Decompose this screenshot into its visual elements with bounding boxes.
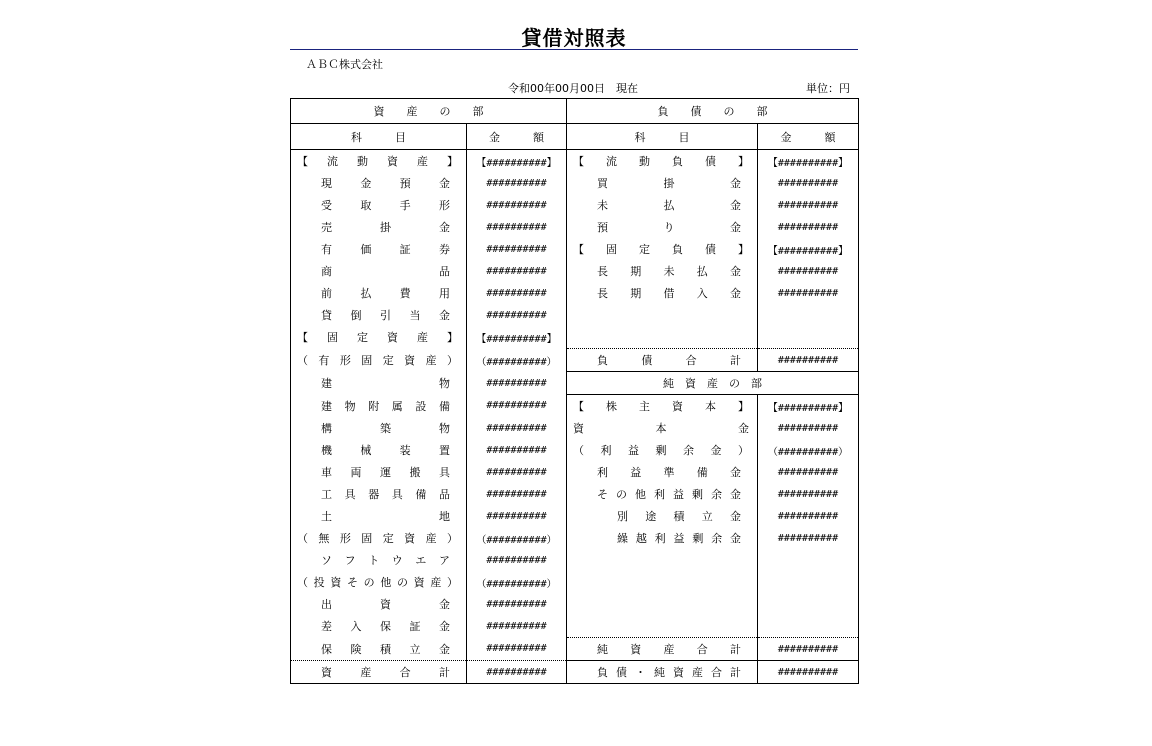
subject-cell — [291, 216, 467, 238]
empty-cell — [567, 326, 758, 349]
empty-cell — [567, 571, 758, 593]
subject-cell — [567, 216, 758, 238]
subject-cell — [567, 349, 758, 372]
subject-label: 土地 — [321, 510, 450, 523]
table-row — [291, 172, 859, 194]
table-row — [291, 417, 859, 439]
subject-cell — [567, 282, 758, 304]
table-row — [291, 593, 859, 615]
amount-cell: ########## — [467, 260, 567, 282]
amount-cell: ########## — [467, 372, 567, 395]
subject-label: 貸倒引当金 — [321, 309, 450, 322]
subject-cell — [291, 483, 467, 505]
subject-label: 繰越利益剰余金 — [617, 532, 741, 545]
subject-label: 資本金 — [573, 422, 749, 435]
amount-cell: ########## — [758, 417, 859, 439]
subject-label: 未払金 — [597, 199, 741, 212]
amount-cell: （##########） — [467, 571, 567, 593]
subject-label: 有価証券 — [321, 243, 450, 256]
table-row — [291, 194, 859, 216]
subject-label: 【流動資産】 — [297, 155, 458, 168]
amount-cell: ########## — [467, 417, 567, 439]
table-row — [291, 216, 859, 238]
subject-label: 売掛金 — [321, 221, 450, 234]
empty-cell — [567, 615, 758, 638]
table-row — [291, 395, 859, 418]
table-row — [291, 483, 859, 505]
subject-label: 【固定資産】 — [297, 331, 458, 345]
subject-label: 建物 — [321, 377, 450, 390]
subject-label: 受取手形 — [321, 199, 450, 212]
amount-cell: （##########） — [467, 527, 567, 549]
subject-cell — [291, 661, 467, 684]
amount-cell: ########## — [467, 549, 567, 571]
subject-label: 現金預金 — [321, 177, 450, 190]
subject-label: 【流動負債】 — [573, 155, 749, 168]
subject-cell — [567, 661, 758, 684]
column-header-row — [291, 124, 859, 150]
amount-cell: 【##########】 — [758, 395, 859, 418]
amount-cell: ########## — [467, 194, 567, 216]
subject-label: 買掛金 — [597, 177, 741, 190]
liabilities-section-header: 負 債 の 部 — [567, 99, 859, 124]
subject-cell — [567, 461, 758, 483]
subject-label: 保険積立金 — [321, 642, 450, 656]
amount-cell: ########## — [758, 260, 859, 282]
subject-label: 長期未払金 — [597, 265, 741, 278]
subject-cell — [291, 505, 467, 527]
table-row — [291, 505, 859, 527]
amount-cell: ########## — [758, 483, 859, 505]
amount-cell: ########## — [467, 216, 567, 238]
table-row — [291, 150, 859, 173]
subject-cell — [291, 638, 467, 661]
amount-cell: ########## — [758, 461, 859, 483]
subject-cell — [291, 150, 467, 173]
empty-cell — [758, 304, 859, 326]
amount-cell: 【##########】 — [758, 150, 859, 173]
amount-cell: ########## — [758, 194, 859, 216]
liabilities-subject-header: 科 目 — [567, 124, 758, 150]
subject-cell — [567, 638, 758, 661]
net-assets-section-header: 純 資 産 の 部 — [567, 372, 859, 395]
subject-label: 負債合計 — [597, 354, 741, 367]
subject-label: 車両運搬具 — [321, 466, 450, 479]
subject-cell — [291, 349, 467, 372]
subject-cell — [291, 527, 467, 549]
title-underline — [290, 49, 858, 50]
subject-label: 長期借入金 — [597, 287, 741, 300]
section-header-row — [291, 99, 859, 124]
table-row — [291, 282, 859, 304]
subject-label: （利益剰余金） — [573, 444, 749, 457]
subject-label: ソフトウエア — [321, 554, 450, 567]
amount-cell: ########## — [758, 216, 859, 238]
subject-label: 資産合計 — [321, 666, 450, 679]
unit-label: 単位：円 — [806, 82, 850, 95]
amount-cell: ########## — [467, 505, 567, 527]
subject-cell — [291, 549, 467, 571]
subject-label: （無形固定資産） — [297, 532, 458, 545]
amount-cell: ########## — [467, 593, 567, 615]
subject-cell — [291, 395, 467, 418]
subject-label: 構築物 — [321, 422, 450, 435]
table-row — [291, 461, 859, 483]
subject-label: 別途積立金 — [617, 510, 741, 523]
subject-cell — [567, 150, 758, 173]
subject-label: 商品 — [321, 265, 450, 278]
empty-cell — [758, 549, 859, 571]
amount-cell: ########## — [467, 615, 567, 638]
subject-label: （投資その他の資産） — [297, 576, 458, 589]
subject-cell — [567, 439, 758, 461]
subject-cell — [567, 417, 758, 439]
assets-subject-header: 科 目 — [291, 124, 467, 150]
subject-label: 【固定負債】 — [573, 243, 749, 256]
amount-cell: ########## — [467, 661, 567, 684]
company-name: ＡＢＣ株式会社 — [306, 58, 383, 71]
table-row — [291, 615, 859, 638]
subject-label: 前払費用 — [321, 287, 450, 300]
table-row — [291, 439, 859, 461]
subject-cell — [291, 593, 467, 615]
amount-cell: ########## — [758, 505, 859, 527]
subject-cell — [567, 194, 758, 216]
subject-cell — [567, 172, 758, 194]
table-row — [291, 260, 859, 282]
subject-cell — [567, 395, 758, 418]
assets-amount-header: 金 額 — [467, 124, 567, 150]
amount-cell: ########## — [758, 638, 859, 661]
empty-cell — [567, 304, 758, 326]
subject-label: 負債・純資産合計 — [597, 666, 741, 679]
table-row — [291, 372, 859, 395]
table-row — [291, 638, 859, 661]
amount-cell: ########## — [467, 238, 567, 260]
subject-label: 純資産合計 — [597, 643, 741, 656]
amount-cell: ########## — [758, 172, 859, 194]
amount-cell: 【##########】 — [467, 150, 567, 173]
subject-label: 【株主資本】 — [573, 400, 749, 413]
table-row — [291, 326, 859, 349]
subject-label: 機械装置 — [321, 444, 450, 457]
subject-cell — [291, 172, 467, 194]
subject-cell — [567, 505, 758, 527]
subject-cell — [291, 417, 467, 439]
document-title: 貸借対照表 — [521, 26, 627, 50]
table-row — [291, 238, 859, 260]
subject-cell — [567, 260, 758, 282]
as-of-date: 令和00年00月00日 現在 — [508, 82, 638, 95]
subject-cell — [291, 461, 467, 483]
amount-cell: 【##########】 — [758, 238, 859, 260]
subject-label: 預り金 — [597, 221, 741, 234]
subject-cell — [291, 571, 467, 593]
subject-cell — [291, 372, 467, 395]
subject-cell — [567, 527, 758, 549]
subject-label: 利益準備金 — [597, 466, 741, 479]
subject-label: （有形固定資産） — [297, 354, 458, 367]
amount-cell: ########## — [467, 461, 567, 483]
amount-cell: ########## — [467, 395, 567, 418]
empty-cell — [758, 593, 859, 615]
grand-total-row — [291, 661, 859, 684]
empty-cell — [758, 615, 859, 638]
subject-cell — [567, 483, 758, 505]
subject-cell — [291, 326, 467, 349]
subject-label: その他利益剰余金 — [597, 488, 741, 501]
empty-cell — [758, 571, 859, 593]
subject-label: 工具器具備品 — [321, 488, 450, 501]
subject-cell — [291, 615, 467, 638]
table-row — [291, 549, 859, 571]
amount-cell: ########## — [758, 282, 859, 304]
table-row — [291, 527, 859, 549]
amount-cell: ########## — [467, 172, 567, 194]
subject-cell — [291, 238, 467, 260]
amount-cell: ########## — [758, 349, 859, 372]
table-row — [291, 571, 859, 593]
subject-cell — [291, 194, 467, 216]
amount-cell: ########## — [758, 527, 859, 549]
subject-label: 出資金 — [321, 598, 450, 611]
amount-cell: （##########） — [467, 349, 567, 372]
subject-label: 建物附属設備 — [321, 399, 450, 413]
amount-cell: ########## — [467, 282, 567, 304]
table-row — [291, 349, 859, 372]
assets-section-header: 資 産 の 部 — [291, 99, 567, 124]
empty-cell — [758, 326, 859, 349]
subject-label: 差入保証金 — [321, 620, 450, 634]
table-row — [291, 304, 859, 326]
subject-cell — [567, 238, 758, 260]
empty-cell — [567, 549, 758, 571]
amount-cell: （##########） — [758, 439, 859, 461]
amount-cell: ########## — [467, 483, 567, 505]
amount-cell: ########## — [467, 439, 567, 461]
subject-cell — [291, 304, 467, 326]
subject-cell — [291, 260, 467, 282]
empty-cell — [567, 593, 758, 615]
amount-cell: ########## — [467, 304, 567, 326]
amount-cell: 【##########】 — [467, 326, 567, 349]
amount-cell: ########## — [758, 661, 859, 684]
liabilities-amount-header: 金 額 — [758, 124, 859, 150]
subject-cell — [291, 282, 467, 304]
balance-sheet-table — [290, 98, 859, 684]
amount-cell: ########## — [467, 638, 567, 661]
subject-cell — [291, 439, 467, 461]
